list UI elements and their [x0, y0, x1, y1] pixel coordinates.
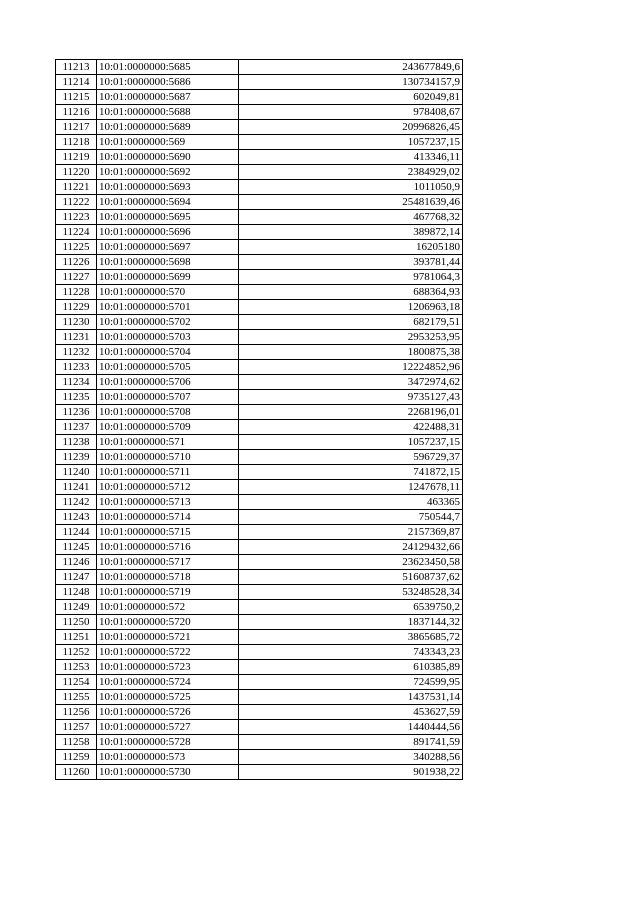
- row-number-cell: 11226: [56, 255, 97, 270]
- row-number-cell: 11219: [56, 150, 97, 165]
- cadastral-code-cell: 10:01:0000000:5706: [97, 375, 239, 390]
- table-row: [56, 285, 463, 300]
- value-cell: 393781,44: [239, 255, 463, 270]
- value-cell: 422488,31: [239, 420, 463, 435]
- cadastral-code-cell: 10:01:0000000:5695: [97, 210, 239, 225]
- row-number-cell: 11240: [56, 465, 97, 480]
- value-cell: 2384929,02: [239, 165, 463, 180]
- table-row: [56, 450, 463, 465]
- cadastral-code-cell: 10:01:0000000:5692: [97, 165, 239, 180]
- row-number-cell: 11239: [56, 450, 97, 465]
- value-cell: 1206963,18: [239, 300, 463, 315]
- cadastral-code-cell: 10:01:0000000:5723: [97, 660, 239, 675]
- cadastral-code-cell: 10:01:0000000:5686: [97, 75, 239, 90]
- table-row: [56, 360, 463, 375]
- value-cell: 9781064,3: [239, 270, 463, 285]
- value-cell: 413346,11: [239, 150, 463, 165]
- value-cell: 978408,67: [239, 105, 463, 120]
- table-row: [56, 615, 463, 630]
- cadastral-code-cell: 10:01:0000000:5716: [97, 540, 239, 555]
- table-row: [56, 660, 463, 675]
- table-row: [56, 240, 463, 255]
- table-row: [56, 435, 463, 450]
- table-row: [56, 90, 463, 105]
- cadastral-code-cell: 10:01:0000000:5694: [97, 195, 239, 210]
- cadastral-code-cell: 10:01:0000000:5730: [97, 765, 239, 780]
- row-number-cell: 11251: [56, 630, 97, 645]
- table-row: [56, 195, 463, 210]
- table-row: [56, 120, 463, 135]
- table-row: [56, 690, 463, 705]
- cadastral-code-cell: 10:01:0000000:569: [97, 135, 239, 150]
- row-number-cell: 11227: [56, 270, 97, 285]
- row-number-cell: 11231: [56, 330, 97, 345]
- value-cell: 16205180: [239, 240, 463, 255]
- value-cell: 688364,93: [239, 285, 463, 300]
- table-row: [56, 315, 463, 330]
- value-cell: 1437531,14: [239, 690, 463, 705]
- table-row: [56, 720, 463, 735]
- row-number-cell: 11236: [56, 405, 97, 420]
- value-cell: 1247678,11: [239, 480, 463, 495]
- row-number-cell: 11235: [56, 390, 97, 405]
- row-number-cell: 11242: [56, 495, 97, 510]
- table-row: [56, 405, 463, 420]
- table-row: [56, 585, 463, 600]
- cadastral-code-cell: 10:01:0000000:5685: [97, 60, 239, 75]
- cadastral-code-cell: 10:01:0000000:5711: [97, 465, 239, 480]
- cadastral-code-cell: 10:01:0000000:5690: [97, 150, 239, 165]
- table-row: [56, 465, 463, 480]
- row-number-cell: 11255: [56, 690, 97, 705]
- cadastral-code-cell: 10:01:0000000:5708: [97, 405, 239, 420]
- table-row: [56, 135, 463, 150]
- value-cell: 743343,23: [239, 645, 463, 660]
- table-row: [56, 255, 463, 270]
- value-cell: 610385,89: [239, 660, 463, 675]
- table-row: [56, 225, 463, 240]
- row-number-cell: 11250: [56, 615, 97, 630]
- row-number-cell: 11254: [56, 675, 97, 690]
- row-number-cell: 11252: [56, 645, 97, 660]
- row-number-cell: 11230: [56, 315, 97, 330]
- value-cell: 389872,14: [239, 225, 463, 240]
- table-row: [56, 750, 463, 765]
- row-number-cell: 11218: [56, 135, 97, 150]
- value-cell: 901938,22: [239, 765, 463, 780]
- cadastral-code-cell: 10:01:0000000:5687: [97, 90, 239, 105]
- row-number-cell: 11243: [56, 510, 97, 525]
- table-row: [56, 180, 463, 195]
- row-number-cell: 11244: [56, 525, 97, 540]
- cadastral-code-cell: 10:01:0000000:5727: [97, 720, 239, 735]
- value-cell: 724599,95: [239, 675, 463, 690]
- value-cell: 2157369,87: [239, 525, 463, 540]
- table-row: [56, 270, 463, 285]
- value-cell: 130734157,9: [239, 75, 463, 90]
- row-number-cell: 11260: [56, 765, 97, 780]
- value-cell: 1011050,9: [239, 180, 463, 195]
- row-number-cell: 11216: [56, 105, 97, 120]
- value-cell: 750544,7: [239, 510, 463, 525]
- value-cell: 463365: [239, 495, 463, 510]
- value-cell: 23623450,58: [239, 555, 463, 570]
- cadastral-code-cell: 10:01:0000000:5726: [97, 705, 239, 720]
- table-row: [56, 540, 463, 555]
- table-row: [56, 150, 463, 165]
- row-number-cell: 11225: [56, 240, 97, 255]
- cadastral-code-cell: 10:01:0000000:5713: [97, 495, 239, 510]
- cadastral-code-cell: 10:01:0000000:5719: [97, 585, 239, 600]
- cadastral-code-cell: 10:01:0000000:5715: [97, 525, 239, 540]
- table-row: [56, 510, 463, 525]
- table-row: [56, 375, 463, 390]
- row-number-cell: 11220: [56, 165, 97, 180]
- value-cell: 9735127,43: [239, 390, 463, 405]
- table-row: [56, 555, 463, 570]
- value-cell: 2268196,01: [239, 405, 463, 420]
- table-row: [56, 480, 463, 495]
- table-row: [56, 345, 463, 360]
- cadastral-code-cell: 10:01:0000000:5724: [97, 675, 239, 690]
- value-cell: 1057237,15: [239, 435, 463, 450]
- cadastral-code-cell: 10:01:0000000:5693: [97, 180, 239, 195]
- table-row: [56, 630, 463, 645]
- table-row: [56, 60, 463, 75]
- value-cell: 741872,15: [239, 465, 463, 480]
- row-number-cell: 11247: [56, 570, 97, 585]
- table-row: [56, 765, 463, 780]
- cadastral-code-cell: 10:01:0000000:5712: [97, 480, 239, 495]
- cadastral-code-cell: 10:01:0000000:5704: [97, 345, 239, 360]
- row-number-cell: 11256: [56, 705, 97, 720]
- value-cell: 25481639,46: [239, 195, 463, 210]
- value-cell: 891741,59: [239, 735, 463, 750]
- cadastral-code-cell: 10:01:0000000:5710: [97, 450, 239, 465]
- row-number-cell: 11214: [56, 75, 97, 90]
- value-cell: 1057237,15: [239, 135, 463, 150]
- value-cell: 2953253,95: [239, 330, 463, 345]
- row-number-cell: 11237: [56, 420, 97, 435]
- table-row: [56, 105, 463, 120]
- row-number-cell: 11232: [56, 345, 97, 360]
- row-number-cell: 11245: [56, 540, 97, 555]
- row-number-cell: 11246: [56, 555, 97, 570]
- cadastral-code-cell: 10:01:0000000:5705: [97, 360, 239, 375]
- cadastral-code-cell: 10:01:0000000:5696: [97, 225, 239, 240]
- value-cell: 3865685,72: [239, 630, 463, 645]
- value-cell: 12224852,96: [239, 360, 463, 375]
- cadastral-code-cell: 10:01:0000000:5728: [97, 735, 239, 750]
- value-cell: 340288,56: [239, 750, 463, 765]
- cadastral-code-cell: 10:01:0000000:571: [97, 435, 239, 450]
- table-row: [56, 390, 463, 405]
- row-number-cell: 11258: [56, 735, 97, 750]
- value-cell: 51608737,62: [239, 570, 463, 585]
- value-cell: 243677849,6: [239, 60, 463, 75]
- value-cell: 1837144,32: [239, 615, 463, 630]
- row-number-cell: 11217: [56, 120, 97, 135]
- row-number-cell: 11238: [56, 435, 97, 450]
- cadastral-code-cell: 10:01:0000000:5717: [97, 555, 239, 570]
- row-number-cell: 11224: [56, 225, 97, 240]
- cadastral-code-cell: 10:01:0000000:570: [97, 285, 239, 300]
- cadastral-code-cell: 10:01:0000000:5688: [97, 105, 239, 120]
- cadastral-code-cell: 10:01:0000000:5703: [97, 330, 239, 345]
- table-row: [56, 300, 463, 315]
- value-cell: 24129432,66: [239, 540, 463, 555]
- table-row: [56, 735, 463, 750]
- value-cell: 6539750,2: [239, 600, 463, 615]
- cadastral-code-cell: 10:01:0000000:5714: [97, 510, 239, 525]
- value-cell: 1800875,38: [239, 345, 463, 360]
- row-number-cell: 11228: [56, 285, 97, 300]
- row-number-cell: 11259: [56, 750, 97, 765]
- table-row: [56, 705, 463, 720]
- row-number-cell: 11223: [56, 210, 97, 225]
- table-body: [56, 60, 463, 780]
- cadastral-code-cell: 10:01:0000000:572: [97, 600, 239, 615]
- row-number-cell: 11215: [56, 90, 97, 105]
- cadastral-code-cell: 10:01:0000000:5725: [97, 690, 239, 705]
- table-row: [56, 600, 463, 615]
- value-cell: 3472974,62: [239, 375, 463, 390]
- row-number-cell: 11233: [56, 360, 97, 375]
- cadastral-code-cell: 10:01:0000000:5689: [97, 120, 239, 135]
- row-number-cell: 11213: [56, 60, 97, 75]
- row-number-cell: 11248: [56, 585, 97, 600]
- cadastral-code-cell: 10:01:0000000:5698: [97, 255, 239, 270]
- row-number-cell: 11241: [56, 480, 97, 495]
- cadastral-code-cell: 10:01:0000000:5722: [97, 645, 239, 660]
- row-number-cell: 11221: [56, 180, 97, 195]
- table-row: [56, 330, 463, 345]
- value-cell: 596729,37: [239, 450, 463, 465]
- value-cell: 453627,59: [239, 705, 463, 720]
- data-table: [55, 59, 463, 780]
- row-number-cell: 11249: [56, 600, 97, 615]
- cadastral-code-cell: 10:01:0000000:5701: [97, 300, 239, 315]
- value-cell: 682179,51: [239, 315, 463, 330]
- row-number-cell: 11229: [56, 300, 97, 315]
- row-number-cell: 11253: [56, 660, 97, 675]
- table-row: [56, 210, 463, 225]
- row-number-cell: 11222: [56, 195, 97, 210]
- row-number-cell: 11257: [56, 720, 97, 735]
- table-row: [56, 675, 463, 690]
- cadastral-code-cell: 10:01:0000000:5721: [97, 630, 239, 645]
- table-row: [56, 165, 463, 180]
- row-number-cell: 11234: [56, 375, 97, 390]
- cadastral-code-cell: 10:01:0000000:5702: [97, 315, 239, 330]
- table-row: [56, 75, 463, 90]
- cadastral-code-cell: 10:01:0000000:5697: [97, 240, 239, 255]
- table-row: [56, 570, 463, 585]
- cadastral-code-cell: 10:01:0000000:5718: [97, 570, 239, 585]
- table-row: [56, 645, 463, 660]
- table-row: [56, 495, 463, 510]
- table-row: [56, 525, 463, 540]
- value-cell: 1440444,56: [239, 720, 463, 735]
- value-cell: 20996826,45: [239, 120, 463, 135]
- value-cell: 467768,32: [239, 210, 463, 225]
- value-cell: 53248528,34: [239, 585, 463, 600]
- table-row: [56, 420, 463, 435]
- cadastral-code-cell: 10:01:0000000:5707: [97, 390, 239, 405]
- cadastral-code-cell: 10:01:0000000:5699: [97, 270, 239, 285]
- value-cell: 602049,81: [239, 90, 463, 105]
- cadastral-code-cell: 10:01:0000000:573: [97, 750, 239, 765]
- cadastral-code-cell: 10:01:0000000:5720: [97, 615, 239, 630]
- cadastral-code-cell: 10:01:0000000:5709: [97, 420, 239, 435]
